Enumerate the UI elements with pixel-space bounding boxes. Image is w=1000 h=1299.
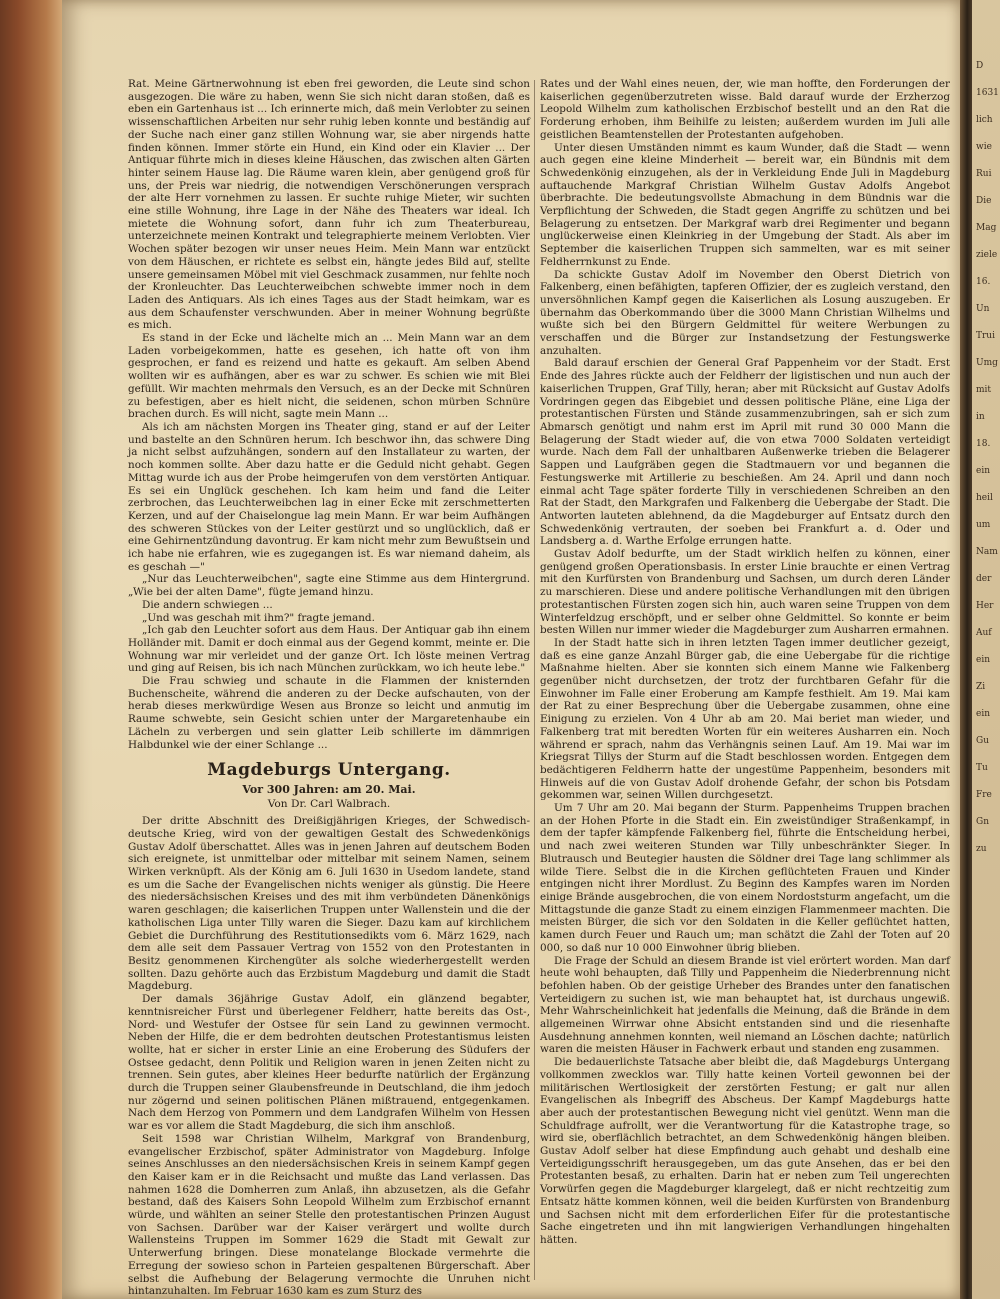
article-paragraph: Die Frage der Schuld an diesem Brande ist viel erörtert worden. Man darf heute wohl behaupten, daß Tilly und Pappenheim die Niederbrennung nicht befohlen haben. Ob der geistige Urheber des Brandes unter den fanatischen Verteidigern zu suchen ist, wie man behauptet hat, ist durchaus ungewiß. Mehr Wahrscheinlichkeit hat jedenfalls die Meinung, daß die Brände in dem allgemeinen Wirrwar ohne Absicht entstanden sind und die riesenhafte Ausdehnung annehmen konnten, weil niemand an Löschen dachte; natürlich waren die meisten Häuser in Fachwerk erbaut und standen eng zusammen. (540, 954, 950, 1056)
adjacent-page-fragment: 16. (976, 277, 991, 287)
adjacent-page-fragment: um (976, 520, 991, 530)
adjacent-page-fragment: Umg (976, 358, 998, 368)
adjacent-page-fragment: der (976, 574, 992, 584)
article-paragraph: Unter diesen Umständen nimmt es kaum Wunder, daß die Stadt — wenn auch gegen eine kleine Minderheit — bereit war, ein Bündnis mit dem Schwedenkönig einzugehen, als der in Verkleidung Ende Juli in Magdeburg auftauchende Markgraf Christian Wilhelm Gustav Adolfs Angebot überbrachte. Die bedeutungsvollste Abmachung in dem Bündnis war die Verpflichtung der Schweden, die Stadt gegen Angriffe zu schützen und bei Belagerung zu entsetzen. Der Markgraf warb drei Regimenter und begann unglückerweise einen Kleinkrieg in der Umgebung der Stadt. Als aber im September die kaiserlichen Truppen sich sammelten, war es mit seiner Feldherrnkunst zu Ende. (540, 141, 950, 268)
adjacent-page-fragment: Rui (976, 169, 992, 179)
adjacent-page-fragment: ziele (976, 250, 998, 260)
adjacent-page-fragment: wie (976, 142, 992, 152)
adjacent-page-fragment: Mag (976, 223, 997, 233)
adjacent-page-fragment: 1631 (976, 88, 999, 98)
adjacent-page-edge (972, 0, 1000, 1299)
article-paragraph: Der dritte Abschnitt des Dreißigjährigen Krieges, der Schwedisch-deutsche Krieg, wird von der gewaltigen Gestalt des Schwedenkönigs Gustav Adolf überschattet. Alles was in jenen Jahren auf deutschem Boden sich ereignete, ist unmittelbar oder mittelbar mit seinem Namen, seinem Wirken verknüpft. Als der König am 6. Juli 1630 in Usedom landete, stand es um die Sache der Evangelischen nichts weniger als günstig. Die Heere des niedersächsischen Kreises und des mit ihm verbündeten Dänenkönigs waren geschlagen; die kaiserlichen Truppen unter Wallenstein und die der katholischen Liga unter Tilly waren die Sieger. Dazu kam auf kirchlichem Gebiet die Durchführung des Restitutionsedikts vom 6. März 1629, nach dem alle seit dem Passauer Vertrag von 1552 von den Protestanten in Besitz genommenen Kirchengüter als solche wiederhergestellt werden sollten. Dazu gehörte auch das Erzbistum Magdeburg und damit die Stadt Magdeburg. (128, 815, 530, 993)
article-paragraph: Der damals 36jährige Gustav Adolf, ein glänzend begabter, kenntnisreicher Fürst und überlegener Feldherr, hatte bereits das Ost-, Nord- und Westufer der Ostsee für sein Land zu gewinnen vermocht. Neben der Hilfe, die er dem bedrohten deutschen Protestantismus leisten wollte, hat er sicher in erster Linie an eine Eroberung des Südufers der Ostsee gedacht, denn Politik und Religion waren in jenen Zeiten nicht zu trennen. Sein gutes, aber kleines Heer bedurfte natürlich der Ergänzung durch die Truppen seiner Glaubensfreunde in Deutschland, die ihm jedoch nur zögernd und seinen politischen Plänen mißtrauend, entgegenkamen. Nach dem Herzog von Pommern und dem Landgrafen Wilhelm von Hessen war es vor allem die Stadt Magdeburg, die sich ihm anschloß. (128, 993, 530, 1133)
adjacent-page-fragment: in (976, 412, 985, 422)
column-rule (534, 80, 535, 1280)
story-paragraph: Es stand in der Ecke und lächelte mich an ... Mein Mann war an dem Laden vorbeigekommen, hatte es gesehen, ich hatte oft von ihm gesprochen, er fand es reizend und hatte es gekauft. Am selben Abend wollten wir es aufhängen, aber es war zu schwer. Es schien wie mit Blei gefüllt. Wir machten mehrmals den Versuch, es an der Decke mit Schnüren zu befestigen, aber es hielt nicht, die seidenen, schon mürben Schnüre brachen durch. Es will nicht, sagte mein Mann ... (128, 332, 530, 421)
adjacent-page-fragment: Her (976, 601, 994, 611)
adjacent-page-fragment: D (976, 61, 984, 71)
adjacent-page-fragment: lich (976, 115, 993, 125)
article-paragraph: Um 7 Uhr am 20. Mai begann der Sturm. Pappenheims Truppen brachen an der Hohen Pforte in die Stadt ein. Ein zweistündiger Straßenkampf, in dem der tapfer kämpfende Falkenberg fiel, führte die Entscheidung herbei, und nach zwei weiteren Stunden war Tilly unbeschränkter Sieger. In Blutrausch und Beutegier hausten die Söldner drei Tage lang schlimmer als wilde Tiere. Selbst die in die Kirchen geflüchteten Frauen und Kinder entgingen nicht ihrer Mordlust. Zu Beginn des Kampfes waren im Norden einige Brände ausgebrochen, die von einem Nordoststurm angefacht, um die Mittagstunde die ganze Stadt zu einem einzigen Flammenmeer machten. Die meisten Bürger, die sich vor den Soldaten in die Keller geflüchtet hatten, kamen durch Feuer und Rauch um; man schätzt die Zahl der Toten auf 20 000, so daß nur 10 000 Einwohner übrig blieben. (540, 802, 950, 954)
story-paragraph: „Und was geschah mit ihm?" fragte jemand. (142, 611, 375, 624)
article-headline: Magdeburgs Untergang. (207, 760, 451, 781)
adjacent-page-fragment: Un (976, 304, 990, 314)
left-column (128, 78, 530, 1298)
story-paragraph: Als ich am nächsten Morgen ins Theater ging, stand er auf der Leiter und bastelte an den Schnüren herum. Ich beschwor ihn, das schwere Ding ja nicht selbst aufzuhängen, sondern auf den Installateur zu warten, der noch kommen sollte. Aber dazu hatte er die Geduld nicht gehabt. Gegen Mittag wurde ich aus der Probe heimgerufen von dem verstörten Antiquar. Es sei ein Unglück geschehen. Ich kam heim und fand die Leiter zerbrochen, das Leuchterweibchen lag in einer Ecke mit zerschmetterten Kerzen, und auf der Chaiselongue lag mein Mann. Er war beim Aufhängen des schweren Stückes von der Leiter gestürzt und so unglücklich, daß er eine Gehirnentzündung davontrug. Er kam nicht mehr zum Bewußtsein und ich habe nie erfahren, wie es zugegangen ist. Es war niemand daheim, als es geschah —" (128, 420, 530, 573)
adjacent-page-fragment: Auf (976, 628, 992, 638)
article-paragraph: Bald darauf erschien der General Graf Pappenheim vor der Stadt. Erst Ende des Jahres rückte auch der Feldherr der ligistischen und nun auch der kaiserlichen Truppen, Graf Tilly, heran; aber mit Rücksicht auf Gustav Adolfs Vordringen gegen das Eibgebiet und dessen politische Pläne, eine Liga der protestantischen Fürsten und Stände zusammenzubringen, sah er sich zum Abmarsch genötigt und nahm erst im April mit rund 30 000 Mann die Belagerung der Stadt wieder auf, die von etwa 7000 Soldaten verteidigt wurde. Nach dem Fall der unhaltbaren Außenwerke trieben die Belagerer Sappen und Laufgräben gegen die Stadtmauern vor und begannen die Festungswerke mit Artillerie zu beschießen. Am 24. April und dann noch einmal acht Tage später forderte Tilly in verschiedenen Schreiben an den Rat der Stadt, den Markgrafen und Falkenberg die Uebergabe der Stadt. Die Antworten lauteten ablehnend, da die Magdeburger auf Entsatz durch den Schwedenkönig vertrauten, der soeben bei Frankfurt a. d. Oder und Landsberg a. d. Warthe Erfolge errungen hatte. (540, 357, 950, 548)
story-paragraph: „Ich gab den Leuchter sofort aus dem Haus. Der Antiquar gab ihn einem Holländer mit. Damit er doch einmal aus der Gegend kommt, meinte er. Die Wohnung war mir verleidet und der ganze Ort. Ich löste meinen Vertrag und ging auf Reisen, bis ich nach München zurückkam, wo ich heute lebe." (128, 624, 530, 675)
article-paragraph: Gustav Adolf bedurfte, um der Stadt wirklich helfen zu können, einer genügend großen Operationsbasis. In erster Linie brauchte er einen Vertrag mit den Kurfürsten von Brandenburg und Sachsen, um durch deren Länder zu marschieren. Diese und andere politische Verhandlungen mit den übrigen protestantischen Fürsten zogen sich hin, auch waren seine Truppen von dem Winterfeldzug erschöpft, und er selber ohne Geldmittel. So konnte er beim besten Willen nur immer wieder die Magdeburger zum Ausharren ermahnen. (540, 548, 950, 637)
adjacent-page-fragment: mit (976, 385, 992, 395)
adjacent-page-fragment: ein (976, 466, 991, 476)
article-paragraph: Seit 1598 war Christian Wilhelm, Markgraf von Brandenburg, evangelischer Erzbischof, später Administrator von Magdeburg. Infolge seines Anschlusses an den niedersächsischen Kreis in seinem Kampf gegen den Kaiser kam er in die Reichsacht und mußte das Land verlassen. Das nahmen 1628 die Domherren zum Anlaß, ihn abzusetzen, als die Gefahr bestand, daß des Kaisers Sohn Leopold Wilhelm zum Erzbischof ernannt würde, und wählten an seiner Stelle den protestantischen Prinzen August von Sachsen. Darüber war der Kaiser verärgert und wollte durch Wallensteins Truppen im Sommer 1629 die Stadt mit Gewalt zur Unterwerfung bringen. Diese monatelange Blockade vermehrte die Erregung der sowieso schon in Parteien gespaltenen Bürgerschaft. Aber selbst die Aufhebung der Belagerung vermochte die Unruhen nicht hintanzuhalten. Im Februar 1630 kam es zum Sturz des (128, 1132, 530, 1298)
adjacent-page-fragment: Gn (976, 817, 989, 827)
adjacent-page-fragment: Gu (976, 736, 989, 746)
story-paragraph: „Nur das Leuchterweibchen", sagte eine Stimme aus dem Hintergrund. „Wie bei der alten Dame", fügte jemand hinzu. (128, 573, 530, 599)
article-paragraph: Rates und der Wahl eines neuen, der, wie man hoffte, den Forderungen der kaiserlichen gegenüberzutreten wisse. Bald darauf wurde der Erzherzog Leopold Wilhelm zum katholischen Erzbischof bestellt und an den Rat die Forderung erhoben, ihm Beihilfe zu leisten; außerdem wurden im Juli alle geistlichen Beamtenstellen der Protestanten aufgehoben. (540, 78, 950, 141)
adjacent-page-fragment: Fre (976, 790, 992, 800)
article-paragraph: Da schickte Gustav Adolf im November den Oberst Dietrich von Falkenberg, einen befähigten, tapferen Offizier, der es zugleich verstand, den unversöhnlichen Kampf gegen die Kaiserlichen als Losung auszugeben. Er übernahm das Oberkommando über die 3000 Mann Christian Wilhelms und wußte sich bei den Bürgern Geldmittel für weitere Werbungen zu verschaffen und die Bürger zur Instandsetzung der Festungswerke anzuhalten. (540, 268, 950, 357)
right-column (540, 78, 950, 1247)
adjacent-page-fragment: Tu (976, 763, 988, 773)
book-gutter (960, 0, 972, 1299)
article-paragraph: Die bedauerlichste Tatsache aber bleibt die, daß Magdeburgs Untergang vollkommen zwecklos war. Tilly hatte keinen Vorteil gewonnen bei der militärischen Wertlosigkeit der zerstörten Festung; er galt nur allen Evangelischen als Inbegriff des Abscheus. Der Kampf Magdeburgs hatte aber auch der protestantischen Bewegung nicht viel genützt. Wenn man die Schuldfrage aufrollt, wer die Verantwortung für die Katastrophe trage, so wird sie, oberflächlich betrachtet, an dem Schwedenkönig hängen bleiben. Gustav Adolf selber hat diese Empfindung auch gehabt und deshalb eine Verteidigungsschrift herausgegeben, um das gute Ansehen, das er bei den Protestanten besaß, zu erhalten. Darin hat er neben zum Teil ungerechten Vorwürfen gegen die Magdeburger klargelegt, daß er nicht rechtzeitig zum Entsatz hätte kommen können, weil die beiden Kurfürsten von Brandenburg und Sachsen nicht mit dem erforderlichen Eifer für die protestantische Sache eingetreten und ihn mit langwierigen Verhandlungen hingehalten hätten. (540, 1056, 950, 1246)
story-paragraph: Die Frau schwieg und schaute in die Flammen der knisternden Buchenscheite, während die anderen zu der Decke aufschauten, von der herab dieses merkwürdige Wesen aus Bronze so leicht und anmutig im Raume schwebte, sein Gesicht schien unter der Margaretenhaube ein Lächeln zu verbergen und sein glatter Leib schillerte im dämmrigen Halbdunkel wie der einer Schlange ... (128, 675, 530, 751)
story-paragraph: Rat. Meine Gärtnerwohnung ist eben frei geworden, die Leute sind schon ausgezogen. Die wäre zu haben, wenn Sie sich nicht daran stoßen, daß es eben ein Gartenhaus ist ... Ich erinnerte mich, daß mein Verlobter zu seinen wissenschaftlichen Arbeiten nur sehr ruhig leben konnte und beständig auf der Suche nach einer ganz stillen Wohnung war, sie aber nirgends hatte finden können. Immer störte ein Hund, ein Kind oder ein Klavier ... Der Antiquar führte mich in dieses kleine Häuschen, das zwischen alten Gärten hinter seinem Hause lag. Die Räume waren klein, aber genügend groß für uns, der Preis war niedrig, die notwendigen Verschönerungen versprach der alte Herr vornehmen zu lassen. Er suchte ruhige Mieter, wir suchten eine stille Wohnung, ihre Lage in der Nähe des Theaters war ideal. Ich mietete die Wohnung sofort, dann fuhr ich zum Theaterbureau, unterzeichnete meinen Kontrakt und telegraphierte meinem Verlobten. Vier Wochen später bezogen wir unser neues Heim. Mein Mann war entzückt von dem Häuschen, er richtete es selbst ein, hängte jedes Bild auf, stellte unsere gemeinsamen Möbel mit viel Geschmack zusammen, nur fehlte noch der Kronleuchter. Das Leuchterweibchen schwebte immer noch in dem Laden des Antiquars. Als ich eines Tages aus der Stadt heimkam, war es aus dem Schaufenster verschwunden. Aber in meiner Wohnung begrüßte es mich. (128, 78, 530, 332)
adjacent-page-fragment: heil (976, 493, 993, 503)
adjacent-page-fragment: Die (976, 196, 992, 206)
article-byline: Von Dr. Carl Walbrach. (267, 798, 391, 811)
adjacent-page-fragment: ein (976, 655, 991, 665)
adjacent-page-fragment: zu (976, 844, 987, 854)
adjacent-page-fragment: Trui (976, 331, 995, 341)
adjacent-page-fragment: 18. (976, 439, 991, 449)
story-paragraph: Die andern schwiegen ... (142, 598, 273, 611)
adjacent-page-fragment: Nam (976, 547, 998, 557)
book-binding-left (0, 0, 62, 1299)
article-paragraph: In der Stadt hatte sich in ihren letzten Tagen immer deutlicher gezeigt, daß es eine ganze Anzahl Bürger gab, die eine Uebergabe für die richtige Maßnahme hielten. Aber sie konnten sich einem Manne wie Falkenberg gegenüber nicht durchsetzen, der trotz der furchtbaren Gefahr für die Einwohner im Falle einer Eroberung am Kampfe festhielt. Am 19. Mai kam der Rat zu einer Besprechung über die Uebergabe zusammen, ohne eine Einigung zu erzielen. Von 4 Uhr ab am 20. Mai beriet man wieder, und Falkenberg trat mit beredten Worten für ein weiteres Ausharren ein. Noch während er sprach, nahm das Verhängnis seinen Lauf. Am 19. Mai war im Kriegsrat Tillys der Sturm auf die Stadt beschlossen worden. Entgegen dem bedächtigeren Feldherrn hatte der ungestüme Pappenheim, besonders mit Hinweis auf die von Gustav Adolf drohende Gefahr, der schon bis Potsdam gekommen war, seinen Willen durchgesetzt. (540, 636, 950, 802)
adjacent-page-fragment: ein (976, 709, 991, 719)
adjacent-page-fragment: Zi (976, 682, 986, 692)
article-subheadline: Vor 300 Jahren: am 20. Mai. (242, 783, 416, 797)
